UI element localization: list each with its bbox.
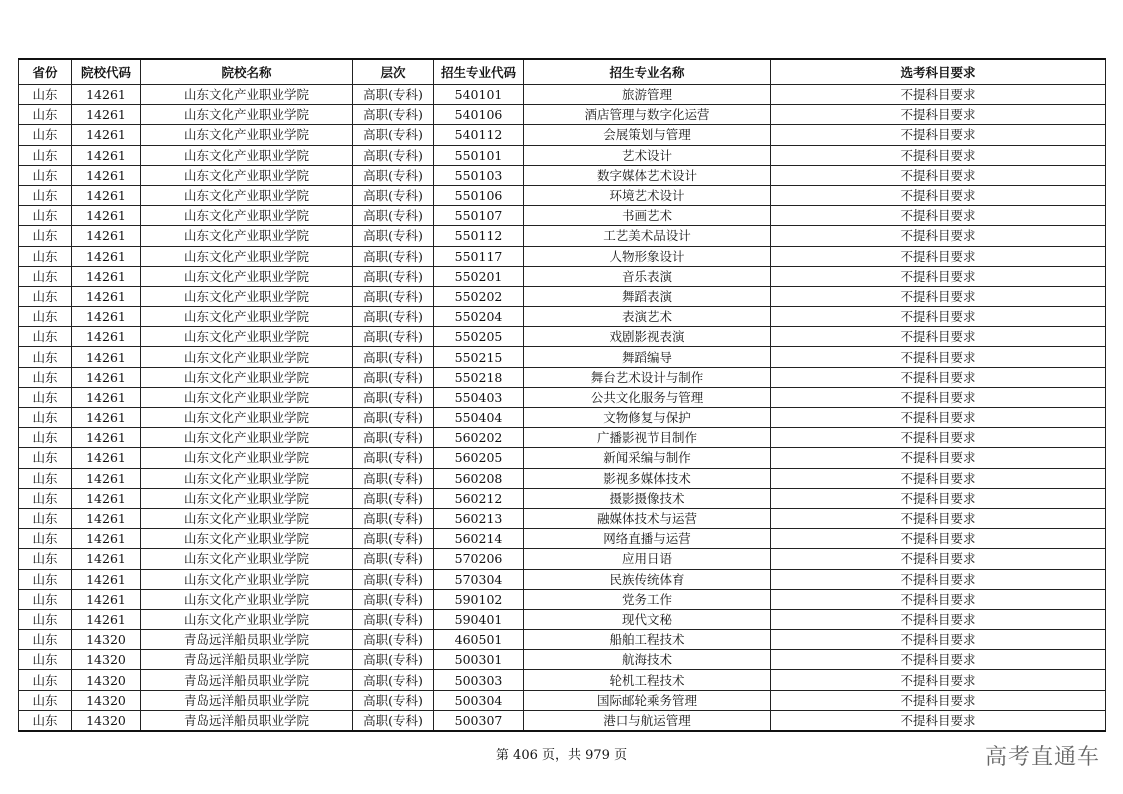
header-row (19, 59, 1106, 85)
major-name-cell: 党务工作 (524, 589, 771, 609)
level-cell: 高职(专科) (353, 105, 434, 125)
province-cell: 山东 (19, 630, 72, 650)
level-cell: 高职(专科) (353, 125, 434, 145)
province-cell: 山东 (19, 226, 72, 246)
subject-requirement-cell: 不提科目要求 (771, 286, 1106, 306)
level-cell: 高职(专科) (353, 468, 434, 488)
major-name-cell: 舞台艺术设计与制作 (524, 367, 771, 387)
school-name-cell: 山东文化产业职业学院 (141, 327, 353, 347)
major-name-cell: 酒店管理与数字化运营 (524, 105, 771, 125)
col-header-major-code: 招生专业代码 (434, 59, 524, 85)
subject-requirement-cell: 不提科目要求 (771, 327, 1106, 347)
province-cell: 山东 (19, 710, 72, 731)
school-code-cell: 14261 (72, 387, 141, 407)
school-name-cell: 山东文化产业职业学院 (141, 387, 353, 407)
major-code-cell: 550103 (434, 165, 524, 185)
col-header-major-name: 招生专业名称 (524, 59, 771, 85)
province-cell: 山东 (19, 468, 72, 488)
major-code-cell: 500307 (434, 710, 524, 731)
major-code-cell: 550117 (434, 246, 524, 266)
level-cell: 高职(专科) (353, 670, 434, 690)
level-cell: 高职(专科) (353, 408, 434, 428)
table-row (19, 246, 1106, 266)
school-code-cell: 14261 (72, 569, 141, 589)
major-code-cell: 560213 (434, 508, 524, 528)
major-name-cell: 数字媒体艺术设计 (524, 165, 771, 185)
subject-requirement-cell: 不提科目要求 (771, 448, 1106, 468)
subject-requirement-cell: 不提科目要求 (771, 609, 1106, 629)
subject-requirement-cell: 不提科目要求 (771, 145, 1106, 165)
table-row (19, 609, 1106, 629)
major-name-cell: 表演艺术 (524, 307, 771, 327)
level-cell: 高职(专科) (353, 549, 434, 569)
table-row (19, 226, 1106, 246)
major-name-cell: 工艺美术品设计 (524, 226, 771, 246)
province-cell: 山东 (19, 327, 72, 347)
province-cell: 山东 (19, 105, 72, 125)
school-code-cell: 14261 (72, 589, 141, 609)
col-header-school-name: 院校名称 (141, 59, 353, 85)
subject-requirement-cell: 不提科目要求 (771, 85, 1106, 105)
school-code-cell: 14261 (72, 226, 141, 246)
province-cell: 山东 (19, 347, 72, 367)
level-cell: 高职(专科) (353, 206, 434, 226)
major-code-cell: 540112 (434, 125, 524, 145)
table-row (19, 286, 1106, 306)
school-code-cell: 14320 (72, 630, 141, 650)
subject-requirement-cell: 不提科目要求 (771, 206, 1106, 226)
subject-requirement-cell: 不提科目要求 (771, 569, 1106, 589)
table-row (19, 347, 1106, 367)
major-code-cell: 500304 (434, 690, 524, 710)
major-code-cell: 460501 (434, 630, 524, 650)
school-code-cell: 14320 (72, 670, 141, 690)
school-code-cell: 14261 (72, 609, 141, 629)
province-cell: 山东 (19, 206, 72, 226)
major-name-cell: 艺术设计 (524, 145, 771, 165)
school-name-cell: 山东文化产业职业学院 (141, 206, 353, 226)
school-name-cell: 山东文化产业职业学院 (141, 307, 353, 327)
table-row (19, 710, 1106, 731)
province-cell: 山东 (19, 428, 72, 448)
province-cell: 山东 (19, 246, 72, 266)
school-name-cell: 山东文化产业职业学院 (141, 569, 353, 589)
school-code-cell: 14261 (72, 428, 141, 448)
school-name-cell: 山东文化产业职业学院 (141, 165, 353, 185)
major-name-cell: 戏剧影视表演 (524, 327, 771, 347)
col-header-level: 层次 (353, 59, 434, 85)
school-name-cell: 山东文化产业职业学院 (141, 226, 353, 246)
school-name-cell: 山东文化产业职业学院 (141, 85, 353, 105)
level-cell: 高职(专科) (353, 387, 434, 407)
major-name-cell: 国际邮轮乘务管理 (524, 690, 771, 710)
province-cell: 山东 (19, 609, 72, 629)
major-code-cell: 550404 (434, 408, 524, 428)
level-cell: 高职(专科) (353, 246, 434, 266)
province-cell: 山东 (19, 488, 72, 508)
page-number: 第 406 页，共 979 页 (495, 748, 628, 763)
province-cell: 山东 (19, 529, 72, 549)
school-code-cell: 14320 (72, 710, 141, 731)
major-name-cell: 环境艺术设计 (524, 185, 771, 205)
school-name-cell: 山东文化产业职业学院 (141, 508, 353, 528)
subject-requirement-cell: 不提科目要求 (771, 266, 1106, 286)
school-name-cell: 山东文化产业职业学院 (141, 529, 353, 549)
school-name-cell: 山东文化产业职业学院 (141, 266, 353, 286)
major-code-cell: 560212 (434, 488, 524, 508)
school-name-cell: 山东文化产业职业学院 (141, 448, 353, 468)
major-name-cell: 船舶工程技术 (524, 630, 771, 650)
school-code-cell: 14261 (72, 286, 141, 306)
province-cell: 山东 (19, 448, 72, 468)
major-code-cell: 550403 (434, 387, 524, 407)
level-cell: 高职(专科) (353, 327, 434, 347)
school-code-cell: 14261 (72, 307, 141, 327)
level-cell: 高职(专科) (353, 145, 434, 165)
major-name-cell: 书画艺术 (524, 206, 771, 226)
province-cell: 山东 (19, 387, 72, 407)
school-code-cell: 14261 (72, 549, 141, 569)
school-code-cell: 14261 (72, 266, 141, 286)
table-row (19, 468, 1106, 488)
school-name-cell: 山东文化产业职业学院 (141, 246, 353, 266)
table-row (19, 408, 1106, 428)
school-code-cell: 14261 (72, 508, 141, 528)
major-code-cell: 550101 (434, 145, 524, 165)
school-code-cell: 14261 (72, 246, 141, 266)
major-name-cell: 文物修复与保护 (524, 408, 771, 428)
school-code-cell: 14261 (72, 185, 141, 205)
school-code-cell: 14261 (72, 347, 141, 367)
major-name-cell: 网络直播与运营 (524, 529, 771, 549)
major-code-cell: 570304 (434, 569, 524, 589)
level-cell: 高职(专科) (353, 307, 434, 327)
level-cell: 高职(专科) (353, 589, 434, 609)
school-name-cell: 山东文化产业职业学院 (141, 609, 353, 629)
major-name-cell: 融媒体技术与运营 (524, 508, 771, 528)
school-name-cell: 山东文化产业职业学院 (141, 468, 353, 488)
school-code-cell: 14261 (72, 448, 141, 468)
school-name-cell: 青岛远洋船员职业学院 (141, 690, 353, 710)
school-code-cell: 14261 (72, 468, 141, 488)
major-name-cell: 公共文化服务与管理 (524, 387, 771, 407)
table-row (19, 630, 1106, 650)
major-code-cell: 550218 (434, 367, 524, 387)
school-name-cell: 青岛远洋船员职业学院 (141, 710, 353, 731)
major-name-cell: 舞蹈编导 (524, 347, 771, 367)
school-code-cell: 14261 (72, 367, 141, 387)
school-name-cell: 青岛远洋船员职业学院 (141, 630, 353, 650)
table-row (19, 448, 1106, 468)
major-code-cell: 550202 (434, 286, 524, 306)
province-cell: 山东 (19, 165, 72, 185)
school-name-cell: 山东文化产业职业学院 (141, 347, 353, 367)
level-cell: 高职(专科) (353, 266, 434, 286)
col-header-school-code: 院校代码 (72, 59, 141, 85)
major-name-cell: 音乐表演 (524, 266, 771, 286)
school-code-cell: 14261 (72, 105, 141, 125)
subject-requirement-cell: 不提科目要求 (771, 549, 1106, 569)
level-cell: 高职(专科) (353, 185, 434, 205)
table-row (19, 690, 1106, 710)
major-code-cell: 550112 (434, 226, 524, 246)
level-cell: 高职(专科) (353, 529, 434, 549)
major-code-cell: 570206 (434, 549, 524, 569)
subject-requirement-cell: 不提科目要求 (771, 589, 1106, 609)
level-cell: 高职(专科) (353, 630, 434, 650)
table-body (19, 85, 1106, 732)
school-name-cell: 山东文化产业职业学院 (141, 125, 353, 145)
province-cell: 山东 (19, 408, 72, 428)
major-code-cell: 550215 (434, 347, 524, 367)
school-code-cell: 14261 (72, 327, 141, 347)
province-cell: 山东 (19, 125, 72, 145)
school-name-cell: 山东文化产业职业学院 (141, 145, 353, 165)
major-name-cell: 现代文秘 (524, 609, 771, 629)
major-code-cell: 500303 (434, 670, 524, 690)
subject-requirement-cell: 不提科目要求 (771, 508, 1106, 528)
level-cell: 高职(专科) (353, 569, 434, 589)
major-code-cell: 560202 (434, 428, 524, 448)
major-code-cell: 540106 (434, 105, 524, 125)
table-row (19, 508, 1106, 528)
major-name-cell: 新闻采编与制作 (524, 448, 771, 468)
school-code-cell: 14261 (72, 206, 141, 226)
subject-requirement-cell: 不提科目要求 (771, 387, 1106, 407)
school-code-cell: 14261 (72, 85, 141, 105)
admission-table (18, 58, 1106, 732)
school-code-cell: 14261 (72, 488, 141, 508)
major-name-cell: 影视多媒体技术 (524, 468, 771, 488)
province-cell: 山东 (19, 185, 72, 205)
province-cell: 山东 (19, 145, 72, 165)
province-cell: 山东 (19, 690, 72, 710)
table-row (19, 650, 1106, 670)
subject-requirement-cell: 不提科目要求 (771, 488, 1106, 508)
school-code-cell: 14261 (72, 408, 141, 428)
subject-requirement-cell: 不提科目要求 (771, 650, 1106, 670)
major-code-cell: 560208 (434, 468, 524, 488)
watermark: 高考直通车 (985, 745, 1101, 770)
major-code-cell: 550107 (434, 206, 524, 226)
province-cell: 山东 (19, 569, 72, 589)
level-cell: 高职(专科) (353, 508, 434, 528)
subject-requirement-cell: 不提科目要求 (771, 367, 1106, 387)
table-row (19, 549, 1106, 569)
school-name-cell: 山东文化产业职业学院 (141, 408, 353, 428)
subject-requirement-cell: 不提科目要求 (771, 529, 1106, 549)
level-cell: 高职(专科) (353, 165, 434, 185)
table-row (19, 266, 1106, 286)
school-code-cell: 14261 (72, 165, 141, 185)
province-cell: 山东 (19, 650, 72, 670)
school-code-cell: 14261 (72, 125, 141, 145)
province-cell: 山东 (19, 508, 72, 528)
major-code-cell: 560214 (434, 529, 524, 549)
table-row (19, 529, 1106, 549)
subject-requirement-cell: 不提科目要求 (771, 105, 1106, 125)
province-cell: 山东 (19, 85, 72, 105)
table-row (19, 327, 1106, 347)
table-row (19, 105, 1106, 125)
major-name-cell: 港口与航运管理 (524, 710, 771, 731)
level-cell: 高职(专科) (353, 226, 434, 246)
table-row (19, 85, 1106, 105)
table-row (19, 307, 1106, 327)
subject-requirement-cell: 不提科目要求 (771, 246, 1106, 266)
major-code-cell: 590102 (434, 589, 524, 609)
subject-requirement-cell: 不提科目要求 (771, 670, 1106, 690)
school-code-cell: 14320 (72, 690, 141, 710)
level-cell: 高职(专科) (353, 690, 434, 710)
major-name-cell: 人物形象设计 (524, 246, 771, 266)
table-row (19, 488, 1106, 508)
table-row (19, 428, 1106, 448)
school-code-cell: 14320 (72, 650, 141, 670)
col-header-province: 省份 (19, 59, 72, 85)
major-name-cell: 舞蹈表演 (524, 286, 771, 306)
school-name-cell: 青岛远洋船员职业学院 (141, 670, 353, 690)
subject-requirement-cell: 不提科目要求 (771, 226, 1106, 246)
level-cell: 高职(专科) (353, 428, 434, 448)
table-row (19, 367, 1106, 387)
level-cell: 高职(专科) (353, 347, 434, 367)
level-cell: 高职(专科) (353, 367, 434, 387)
major-name-cell: 轮机工程技术 (524, 670, 771, 690)
school-name-cell: 山东文化产业职业学院 (141, 589, 353, 609)
col-header-subject-requirement: 选考科目要求 (771, 59, 1106, 85)
province-cell: 山东 (19, 307, 72, 327)
major-code-cell: 550205 (434, 327, 524, 347)
subject-requirement-cell: 不提科目要求 (771, 468, 1106, 488)
table-row (19, 387, 1106, 407)
subject-requirement-cell: 不提科目要求 (771, 165, 1106, 185)
province-cell: 山东 (19, 549, 72, 569)
major-name-cell: 会展策划与管理 (524, 125, 771, 145)
school-name-cell: 山东文化产业职业学院 (141, 185, 353, 205)
level-cell: 高职(专科) (353, 609, 434, 629)
school-name-cell: 山东文化产业职业学院 (141, 286, 353, 306)
major-name-cell: 摄影摄像技术 (524, 488, 771, 508)
level-cell: 高职(专科) (353, 650, 434, 670)
subject-requirement-cell: 不提科目要求 (771, 710, 1106, 731)
subject-requirement-cell: 不提科目要求 (771, 630, 1106, 650)
table-row (19, 125, 1106, 145)
province-cell: 山东 (19, 589, 72, 609)
major-code-cell: 560205 (434, 448, 524, 468)
school-name-cell: 青岛远洋船员职业学院 (141, 650, 353, 670)
major-code-cell: 550106 (434, 185, 524, 205)
table-row (19, 589, 1106, 609)
subject-requirement-cell: 不提科目要求 (771, 428, 1106, 448)
major-code-cell: 550201 (434, 266, 524, 286)
table-row (19, 185, 1106, 205)
major-name-cell: 旅游管理 (524, 85, 771, 105)
school-code-cell: 14261 (72, 145, 141, 165)
province-cell: 山东 (19, 670, 72, 690)
school-name-cell: 山东文化产业职业学院 (141, 367, 353, 387)
major-code-cell: 590401 (434, 609, 524, 629)
major-name-cell: 应用日语 (524, 549, 771, 569)
major-code-cell: 550204 (434, 307, 524, 327)
school-name-cell: 山东文化产业职业学院 (141, 428, 353, 448)
subject-requirement-cell: 不提科目要求 (771, 690, 1106, 710)
major-name-cell: 民族传统体育 (524, 569, 771, 589)
table-row (19, 670, 1106, 690)
subject-requirement-cell: 不提科目要求 (771, 408, 1106, 428)
level-cell: 高职(专科) (353, 85, 434, 105)
table-row (19, 206, 1106, 226)
level-cell: 高职(专科) (353, 448, 434, 468)
table-row (19, 165, 1106, 185)
major-code-cell: 500301 (434, 650, 524, 670)
major-name-cell: 广播影视节目制作 (524, 428, 771, 448)
level-cell: 高职(专科) (353, 710, 434, 731)
province-cell: 山东 (19, 266, 72, 286)
major-code-cell: 540101 (434, 85, 524, 105)
subject-requirement-cell: 不提科目要求 (771, 307, 1106, 327)
major-name-cell: 航海技术 (524, 650, 771, 670)
level-cell: 高职(专科) (353, 488, 434, 508)
school-name-cell: 山东文化产业职业学院 (141, 105, 353, 125)
province-cell: 山东 (19, 367, 72, 387)
school-code-cell: 14261 (72, 529, 141, 549)
level-cell: 高职(专科) (353, 286, 434, 306)
province-cell: 山东 (19, 286, 72, 306)
table-row (19, 569, 1106, 589)
subject-requirement-cell: 不提科目要求 (771, 347, 1106, 367)
school-name-cell: 山东文化产业职业学院 (141, 488, 353, 508)
school-name-cell: 山东文化产业职业学院 (141, 549, 353, 569)
subject-requirement-cell: 不提科目要求 (771, 185, 1106, 205)
table-row (19, 145, 1106, 165)
subject-requirement-cell: 不提科目要求 (771, 125, 1106, 145)
